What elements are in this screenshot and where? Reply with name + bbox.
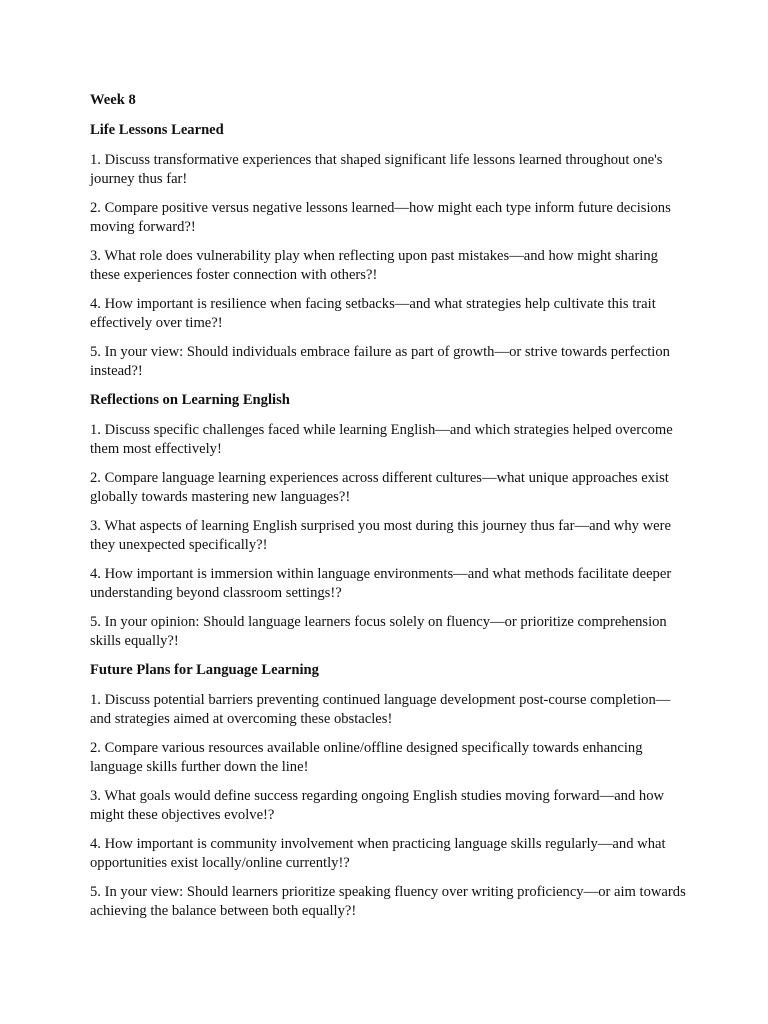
question-item: 2. Compare various resources available online/offline designed specifically towards enhancing language skills further down the line! [90, 740, 643, 775]
question-item: 5. In your opinion: Should language learners focus solely on fluency—or prioritize comprehension skills equally?! [90, 614, 667, 649]
question-item: 1. Discuss transformative experiences that shaped significant life lessons learned throughout one's journey thus far! [90, 152, 663, 187]
question-item: 1. Discuss specific challenges faced while learning English—and which strategies helped overcome them most effectively! [90, 422, 673, 457]
question-item: 3. What role does vulnerability play when reflecting upon past mistakes—and how might sharing these experiences foster connection with others?! [90, 248, 658, 283]
question-item: 2. Compare positive versus negative lessons learned—how might each type inform future decisions moving forward?! [90, 200, 671, 235]
question-item: 3. What aspects of learning English surprised you most during this journey thus far—and why were they unexpected specifically?! [90, 518, 671, 553]
week-title: Week 8 [90, 92, 136, 108]
question-item: 2. Compare language learning experiences across different cultures—what unique approaches exist globally towards mastering new languages?! [90, 470, 669, 505]
section-heading-future-plans: Future Plans for Language Learning [90, 662, 319, 678]
question-item: 3. What goals would define success regarding ongoing English studies moving forward—and how might these objectives evolve!? [90, 788, 665, 823]
section-heading-life-lessons: Life Lessons Learned [90, 122, 224, 138]
question-item: 1. Discuss potential barriers preventing continued language development post-course completion—and strategies aimed at overcoming these obstacles! [90, 692, 671, 727]
question-item: 5. In your view: Should individuals embrace failure as part of growth—or strive towards perfection instead?! [90, 344, 670, 379]
section-heading-learning-english: Reflections on Learning English [90, 392, 290, 408]
question-item: 5. In your view: Should learners prioritize speaking fluency over writing proficiency—or aim towards achieving the balance between both equally?! [90, 884, 686, 919]
question-item: 4. How important is immersion within language environments—and what methods facilitate deeper understanding beyond classroom settings!? [90, 566, 672, 601]
question-item: 4. How important is community involvement when practicing language skills regularly—and what opportunities exist locally/online currently!? [90, 836, 666, 871]
question-item: 4. How important is resilience when facing setbacks—and what strategies help cultivate this trait effectively over time?! [90, 296, 656, 331]
document-page [90, 91, 690, 931]
